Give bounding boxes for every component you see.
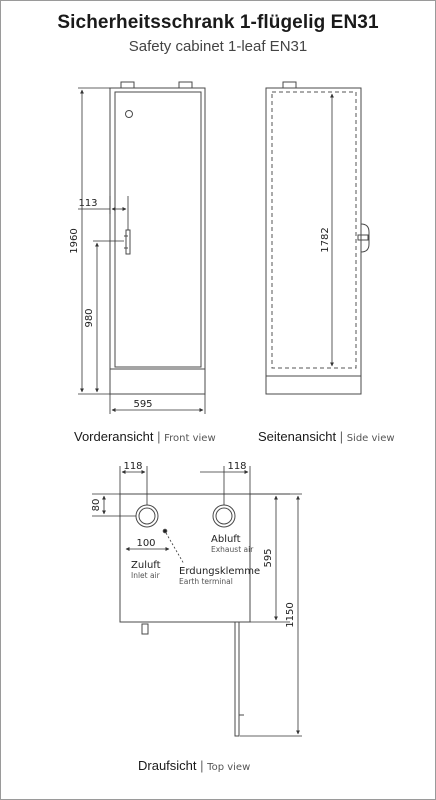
dim-front-handle-offset: 113 [78,198,98,209]
dim-top-depth-open: 1150 [285,602,296,628]
caption-top-view [138,758,250,773]
caption-top-en: Top view [207,762,251,773]
side-top-nub [283,82,296,88]
side-inner-outline [272,92,356,368]
caption-top-de: Draufsicht [138,758,197,773]
page-title: Sicherheitsschrank 1-flügelig EN31 [57,12,379,33]
label-inlet-en: Inlet air [131,571,160,580]
front-view-drawing [110,82,205,394]
top-door-open [235,622,239,736]
caption-front-sep: | [157,429,161,444]
dim-top-right-offset: 118 [227,461,247,472]
front-view-dimensions [78,88,205,414]
dim-side-inner-height: 1782 [320,227,331,253]
side-view-drawing [266,82,369,394]
dim-top-port-spacing: 100 [136,538,156,549]
earth-terminal-leader [166,533,184,564]
caption-side-de: Seitenansicht [258,429,337,444]
front-lock-icon [126,111,133,118]
label-exhaust: Abluft [211,534,241,545]
caption-front-de: Vorderansicht [74,429,154,444]
page-subtitle: Safety cabinet 1-leaf EN31 [128,38,308,55]
front-top-nub-left [121,82,134,88]
top-hinge-left [142,624,148,634]
label-earth-terminal: Erdungsklemme [179,566,261,577]
label-inlet: Zuluft [131,560,161,571]
label-exhaust-en: Exhaust air [211,545,254,554]
dim-top-left-offset: 118 [123,461,143,472]
dim-top-depth: 595 [263,548,274,568]
front-handle [126,230,130,254]
label-earth-terminal-en: Earth terminal [179,577,233,586]
front-top-nub-right [179,82,192,88]
dim-front-width: 595 [133,399,153,410]
caption-top-sep: | [200,758,204,773]
caption-front-en: Front view [164,433,216,444]
caption-side-en: Side view [346,433,395,444]
dim-top-depth-offset: 80 [91,498,102,512]
top-view-dimensions [92,466,302,736]
earth-terminal-icon [163,529,167,533]
dim-front-handle-height: 980 [84,308,95,328]
caption-front-view [74,429,216,444]
side-cabinet-body [266,88,361,394]
dim-front-height: 1960 [69,228,80,254]
front-cabinet-body [110,88,205,394]
caption-side-view [258,429,395,444]
top-view-drawing [120,494,250,736]
caption-side-sep: | [339,429,344,444]
